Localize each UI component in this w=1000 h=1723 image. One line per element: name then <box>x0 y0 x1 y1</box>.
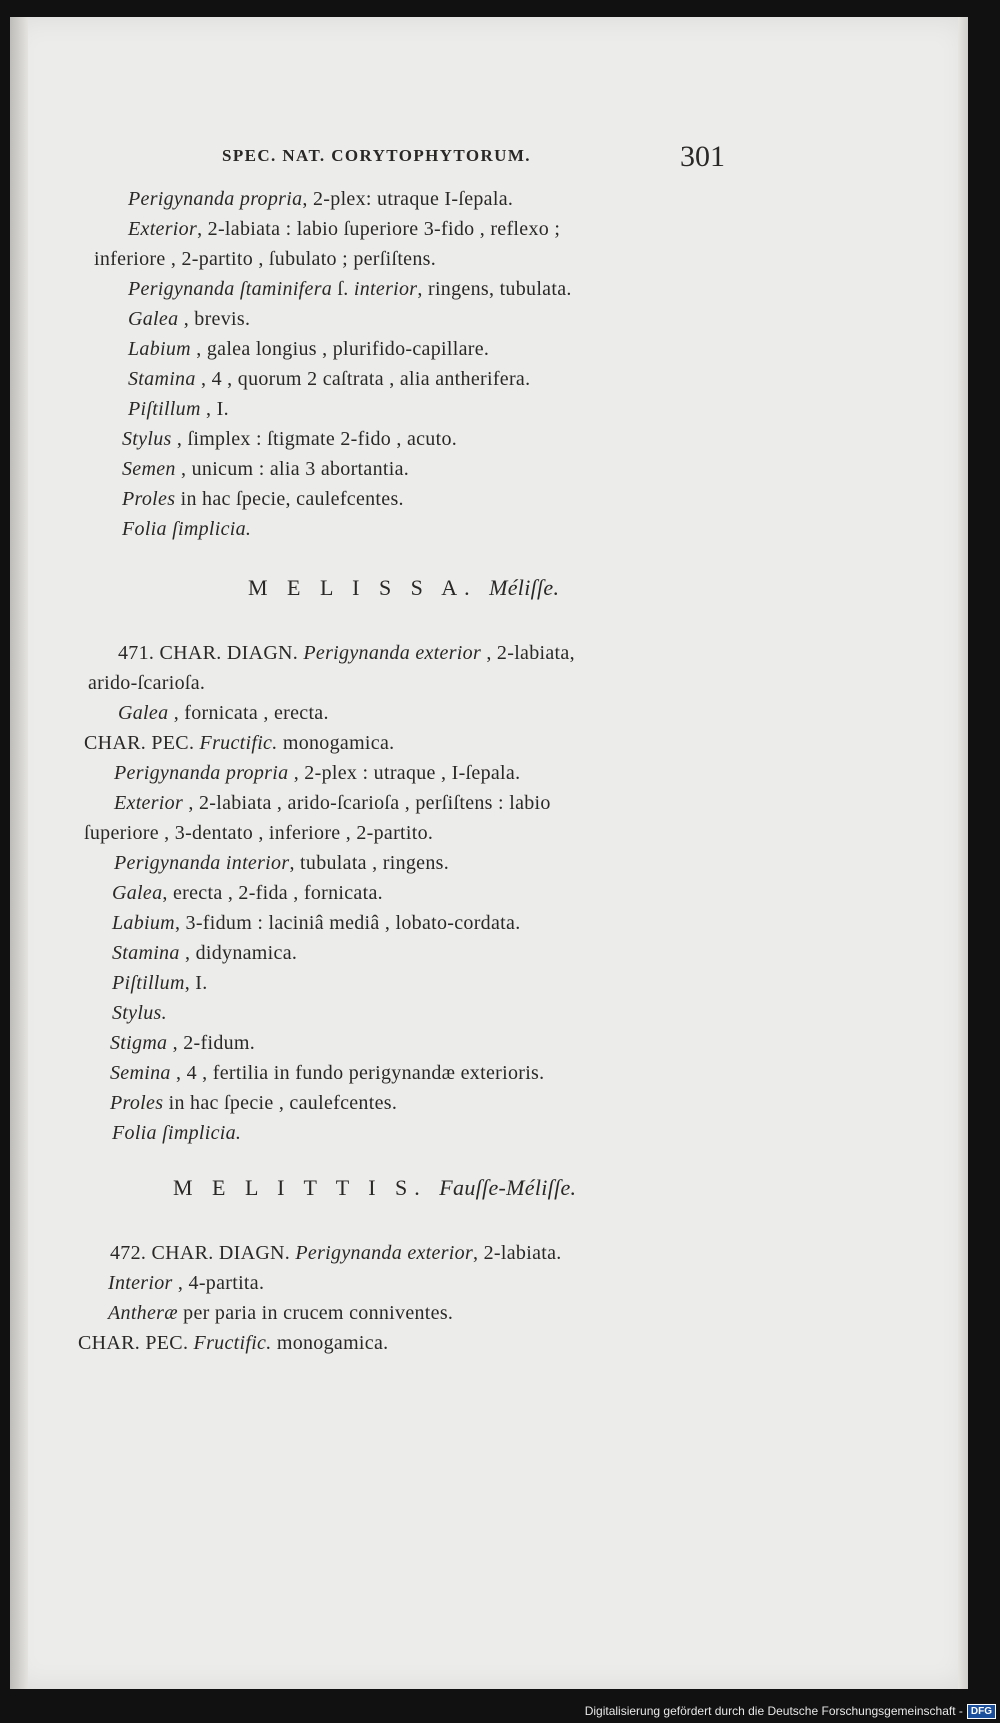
text-line <box>84 822 433 845</box>
italic-term: Interior <box>108 1272 173 1294</box>
roman-text: , 2-fidum. <box>167 1032 256 1054</box>
page-spine-shadow <box>10 17 28 1689</box>
text-line <box>122 518 251 541</box>
italic-term: Piſtillum <box>112 972 185 994</box>
roman-text: , brevis. <box>178 308 251 330</box>
text-line <box>88 672 205 695</box>
text-line <box>128 368 530 391</box>
italic-term: Fructific. <box>199 732 278 754</box>
italic-term: Perigynanda interior <box>114 852 290 874</box>
roman-text: , 2-labiata : labio ſuperiore 3-fido , reflexo ; <box>197 218 561 240</box>
text-line <box>128 338 489 361</box>
italic-term: Fructific. <box>193 1332 272 1354</box>
roman-text: , 2-labiata. <box>473 1242 562 1264</box>
roman-text: , 4-partita. <box>172 1272 265 1294</box>
text-line <box>118 642 575 665</box>
text-line <box>128 188 513 211</box>
roman-text: , fornicata , erecta. <box>168 702 329 724</box>
text-line <box>112 912 521 935</box>
roman-text: monogamica. <box>277 732 395 754</box>
roman-text: CHAR. PEC. <box>84 732 200 754</box>
roman-text: in hac ſpecie, caulefcentes. <box>175 488 404 510</box>
dfg-logo: DFG <box>967 1704 996 1719</box>
running-head: SPEC. NAT. CORYTOPHYTORUM. <box>222 146 531 165</box>
roman-text: 471. CHAR. DIAGN. <box>118 642 304 664</box>
text-line <box>114 762 520 785</box>
italic-term: Antheræ <box>108 1302 178 1324</box>
italic-term: Folia ſimplicia. <box>112 1122 242 1144</box>
roman-text: per paria in crucem conniventes. <box>177 1302 454 1324</box>
italic-term: interior <box>353 278 418 300</box>
italic-term: Semina <box>110 1062 171 1084</box>
roman-text: , 2-plex: utraque I-ſepala. <box>302 188 514 210</box>
italic-term: Perigynanda ſtaminifera <box>128 278 333 300</box>
text-line <box>78 1332 388 1355</box>
text-line <box>128 308 250 331</box>
genus-title-french: Méliſſe. <box>489 575 560 600</box>
roman-text: , 3-fidum : laciniâ mediâ , lobato-cordata. <box>174 912 521 934</box>
italic-term: Stylus <box>122 428 172 450</box>
text-line <box>112 972 208 995</box>
italic-term: Galea <box>112 882 163 904</box>
roman-text: , 4 , fertilia in fundo perigynandæ exterioris. <box>170 1062 545 1084</box>
text-line <box>114 792 551 815</box>
text-line <box>94 248 436 271</box>
roman-text: , 4 , quorum 2 caſtrata , alia antherifera. <box>195 368 531 390</box>
italic-term: Proles <box>110 1092 164 1114</box>
page-number: 301 <box>680 140 725 173</box>
roman-text: , tubulata , ringens. <box>289 852 450 874</box>
roman-text: 472. CHAR. DIAGN. <box>110 1242 296 1264</box>
italic-term: Stigma <box>110 1032 168 1054</box>
roman-text: , I. <box>184 972 208 994</box>
text-line <box>112 1122 241 1145</box>
text-line <box>108 1302 453 1325</box>
roman-text: inferiore , 2-partito , ſubulato ; perſiſtens. <box>94 248 437 270</box>
roman-text: arido-ſcarioſa. <box>88 672 206 694</box>
italic-term: Galea <box>118 702 169 724</box>
genus-heading-melissa <box>248 575 559 601</box>
roman-text: , unicum : alia 3 abortantia. <box>175 458 410 480</box>
italic-term: Exterior <box>114 792 184 814</box>
text-line <box>122 428 457 451</box>
text-line <box>110 1032 255 1055</box>
text-line <box>110 1092 397 1115</box>
credit-text: Digitalisierung gefördert durch die Deutsche Forschungsgemeinschaft - <box>584 1704 963 1718</box>
text-line <box>110 1242 562 1265</box>
roman-text: ſ. <box>332 278 354 300</box>
text-line <box>118 702 329 725</box>
text-line <box>112 882 383 905</box>
roman-text: ſuperiore , 3-dentato , inferiore , 2-partito. <box>84 822 434 844</box>
text-line <box>128 398 229 421</box>
text-line <box>84 732 394 755</box>
roman-text: CHAR. PEC. <box>78 1332 194 1354</box>
italic-term: Perigynanda exterior <box>303 642 482 664</box>
italic-term: Labium <box>112 912 175 934</box>
italic-term: Perigynanda propria <box>114 762 289 784</box>
genus-title: M E L I S S A. <box>248 575 477 600</box>
italic-term: Labium <box>128 338 191 360</box>
italic-term: Piſtillum <box>128 398 201 420</box>
roman-text: , ſimplex : ſtigmate 2-fido , acuto. <box>171 428 458 450</box>
text-line <box>122 458 409 481</box>
genus-title: M E L I T T I S. <box>173 1175 427 1200</box>
italic-term: Semen <box>122 458 176 480</box>
roman-text: , I. <box>200 398 229 420</box>
italic-term: Folia ſimplicia. <box>122 518 252 540</box>
italic-term: Stylus. <box>112 1002 167 1024</box>
roman-text: , erecta , 2-fida , fornicata. <box>162 882 383 904</box>
text-line <box>122 488 404 511</box>
italic-term: Proles <box>122 488 176 510</box>
text-line <box>128 278 572 301</box>
roman-text: , didynamica. <box>179 942 298 964</box>
roman-text: monogamica. <box>271 1332 389 1354</box>
text-line <box>128 218 560 241</box>
roman-text: in hac ſpecie , caulefcentes. <box>163 1092 398 1114</box>
digitization-credit <box>585 1703 996 1719</box>
page-edge <box>958 17 968 1689</box>
roman-text: , 2-labiata, <box>481 642 575 664</box>
italic-term: Exterior <box>128 218 198 240</box>
text-line <box>114 852 449 875</box>
italic-term: Stamina <box>128 368 196 390</box>
italic-term: Perigynanda propria <box>128 188 303 210</box>
genus-title-french: Fauſſe-Méliſſe. <box>439 1175 577 1200</box>
genus-heading-melittis <box>173 1175 576 1201</box>
text-line <box>110 1062 544 1085</box>
italic-term: Galea <box>128 308 179 330</box>
text-line <box>112 942 297 965</box>
italic-term: Perigynanda exterior <box>295 1242 474 1264</box>
text-line <box>108 1272 264 1295</box>
roman-text: , galea longius , plurifido-capillare. <box>190 338 490 360</box>
roman-text: , 2-plex : utraque , I-ſepala. <box>288 762 521 784</box>
roman-text: , 2-labiata , arido-ſcarioſa , perſiſtens : labio <box>183 792 551 814</box>
text-line <box>112 1002 167 1025</box>
italic-term: Stamina <box>112 942 180 964</box>
roman-text: , ringens, tubulata. <box>417 278 572 300</box>
